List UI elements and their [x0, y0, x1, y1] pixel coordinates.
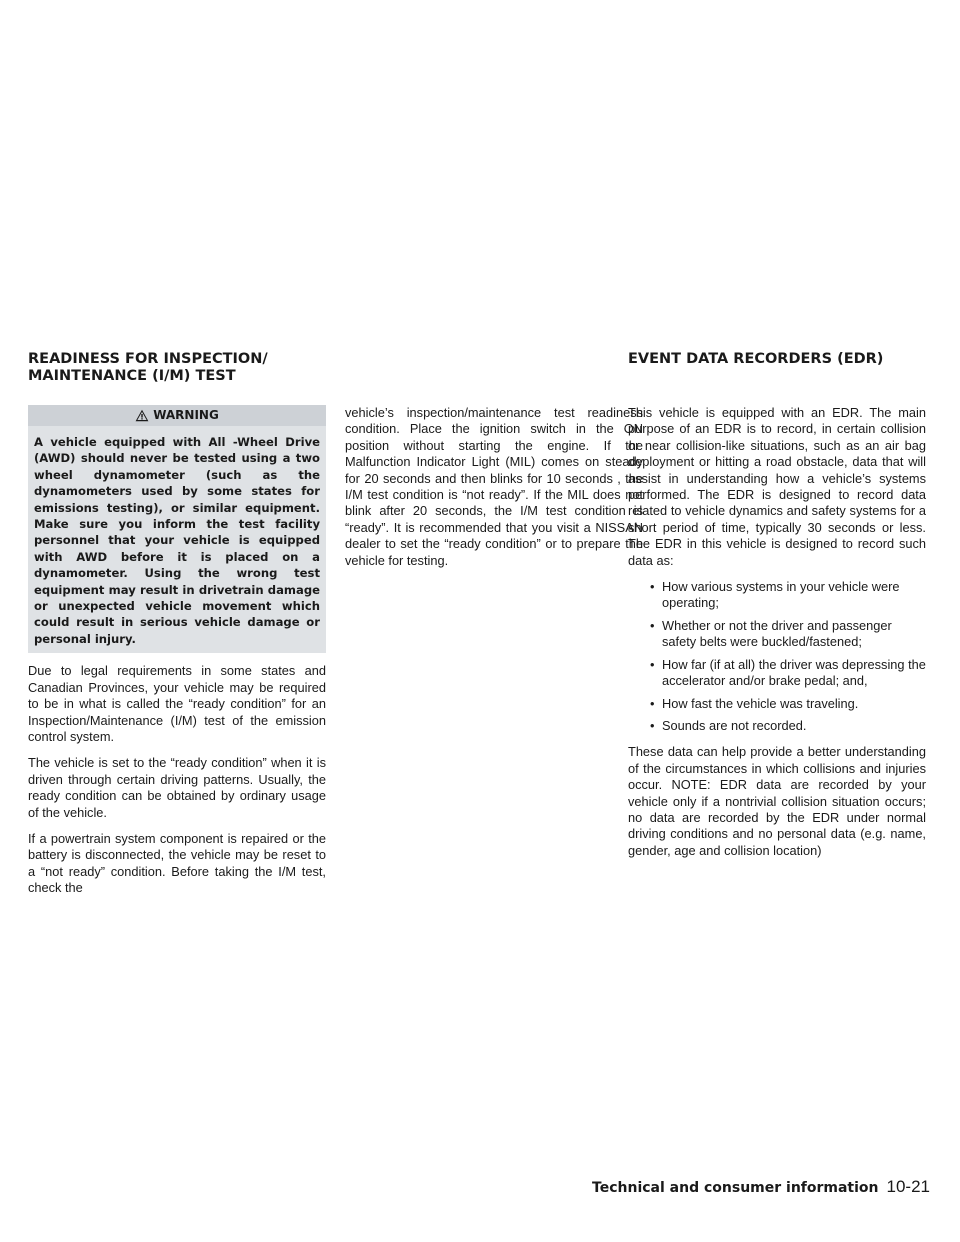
list-item: • Whether or not the driver and passenger safety belts were buckled/fastened; — [650, 618, 926, 651]
list-item: • How fast the vehicle was traveling. — [650, 696, 926, 712]
section-heading-readiness — [28, 351, 348, 385]
footer-section-title: Technical and consumer information — [592, 1180, 879, 1196]
paragraph: vehicle’s inspection/maintenance test readiness condition. Place the ignition switch in the ON position without starting the engine. If the Malfunction Indicator Light (MIL) comes on steady for 20 seconds and then blinks for 10 seconds , the I/M test condition is “not ready”. If the MIL does not blink after 20 seconds, the I/M test condition is “ready”. It is recommended that you visit a NISSAN dealer to set the “ready condition” or to prepare the vehicle for testing. — [345, 405, 643, 568]
column-3 — [628, 405, 926, 869]
warning-triangle-icon — [135, 409, 149, 422]
warning-text: A vehicle equipped with All -Wheel Drive (AWD) should never be tested using a two wheel dynamometer (such as the dynamometers used by some states for emissions testing), or similar equipment. Make sure you inform the test facility personnel that your vehicle is equipped with AWD before it is placed on a dynamometer. Using the wrong test equipment may result in drivetrain damage or unexpected vehicle movement which could result in serious vehicle damage or personal injury. — [34, 435, 320, 646]
warning-box — [28, 405, 326, 653]
paragraph: Due to legal requirements in some states and Canadian Provinces, your vehicle may be required to be in what is called the “ready condition” for an Inspection/Maintenance (I/M) test of the emission control system. — [28, 663, 326, 744]
edr-data-list — [628, 579, 926, 734]
list-item: • Sounds are not recorded. — [650, 718, 926, 734]
heading-line-1: READINESS FOR INSPECTION/ — [28, 351, 268, 367]
paragraph: This vehicle is equipped with an EDR. The main purpose of an EDR is to record, in certain collision or near collision-like situations, such as an air bag deployment or hitting a road obstacle, data that will assist in understanding how a vehicle’s systems performed. The EDR is designed to record data related to vehicle dynamics and safety systems for a short period of time, typically 30 seconds or less. The EDR in this vehicle is designed to record such data as: — [628, 405, 926, 568]
column-2 — [345, 405, 643, 579]
list-item: • How far (if at all) the driver was depressing the accelerator and/or brake pedal; and, — [650, 657, 926, 690]
heading-line-2: MAINTENANCE (I/M) TEST — [28, 368, 236, 384]
page-number: 10-21 — [886, 1177, 930, 1196]
column-1 — [28, 405, 326, 907]
list-item: • How various systems in your vehicle were operating; — [650, 579, 926, 612]
warning-header — [28, 405, 326, 426]
paragraph: These data can help provide a better understanding of the circumstances in which collisions and injuries occur. NOTE: EDR data are recorded by your vehicle only if a nontrivial collision situation occurs; no data are recorded by the EDR under normal driving conditions and no personal data (e.g. name, gender, age and collision location) — [628, 744, 926, 858]
page-footer — [592, 1177, 930, 1197]
section-heading-edr: EVENT DATA RECORDERS (EDR) — [628, 351, 884, 367]
warning-title: WARNING — [153, 408, 219, 423]
paragraph: If a powertrain system component is repaired or the battery is disconnected, the vehicle may be reset to a “not ready” condition. Before taking the I/M test, check the — [28, 830, 326, 896]
paragraph: The vehicle is set to the “ready condition” when it is driven through certain driving patterns. Usually, the ready condition can be obtained by ordinary usage of the vehicle. — [28, 755, 326, 820]
